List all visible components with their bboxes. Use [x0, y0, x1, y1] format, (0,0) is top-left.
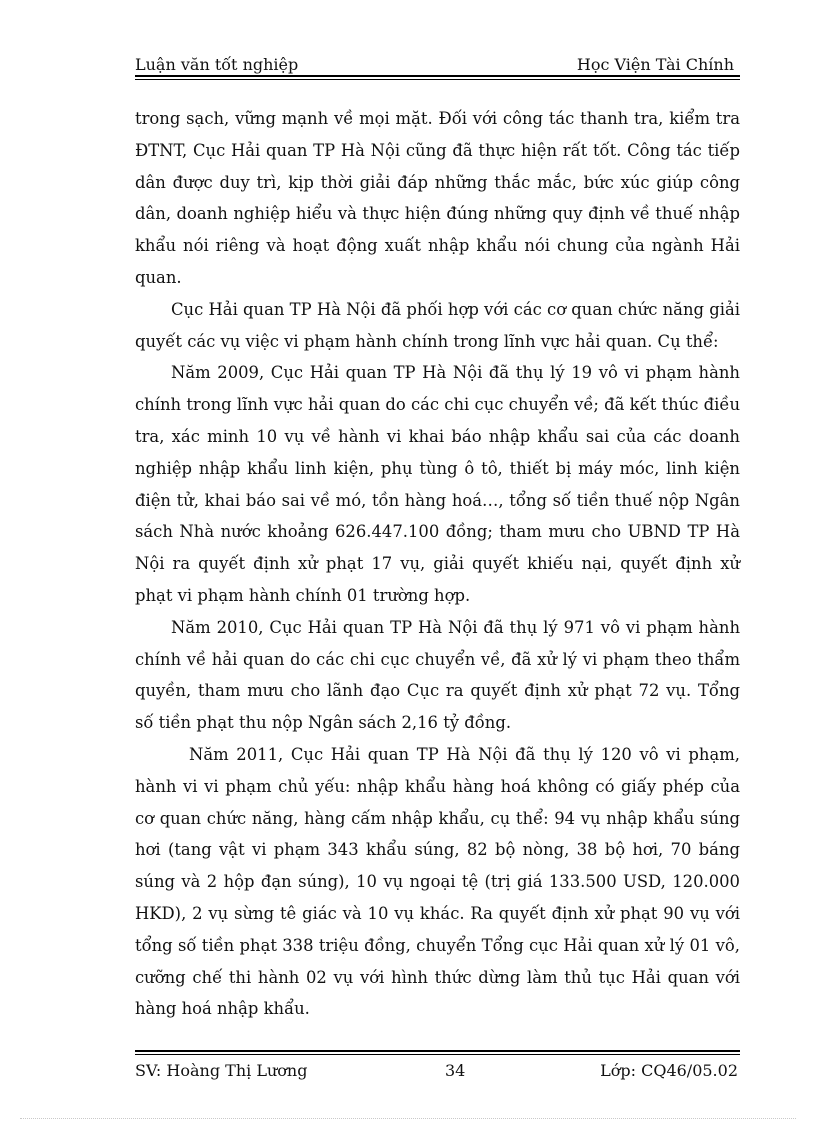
paragraph: Cục Hải quan TP Hà Nội đã phối hợp với các cơ quan chức năng giải quyết các vụ việc vi phạm hành chính trong lĩnh vực hải quan. Cụ thể: — [135, 299, 740, 351]
paragraph: Năm 2009, Cục Hải quan TP Hà Nội đã thụ lý 19 vô vi phạm hành chính trong lĩnh vực hải quan do các chi cục chuyển về; đã kết thúc điều tra, xác minh 10 vụ về hành vi khai báo nhập khẩu sai của các doanh nghiệp nhập khẩu linh kiện, phụ tùng ô tô, thiết bị máy móc, linh kiện điện tử, khai báo sai về mó, tồn hàng hoá…, tổng số tiền thuế nộp Ngân sách Nhà nước khoảng 626.447.100 đồng; tham mưu cho UBND TP Hà Nội ra quyết định xử phạt 17 vụ, giải quyết khiếu nại, quyết định xử phạt vi phạm hành chính 01 trường hợp. — [135, 363, 740, 605]
footer-class: Lớp: CQ46/05.02 — [600, 1061, 738, 1080]
page-header — [135, 53, 740, 77]
body-text — [135, 103, 740, 1025]
footer-rule-thin — [135, 1054, 740, 1055]
header-institution: Học Viện Tài Chính — [576, 55, 734, 74]
page-number: 34 — [445, 1061, 466, 1080]
header-rule-thin — [135, 79, 740, 80]
paragraph: Năm 2011, Cục Hải quan TP Hà Nội đã thụ lý 120 vô vi phạm, hành vi vi phạm chủ yếu: nhập khẩu hàng hoá không có giấy phép của cơ quan chức năng, hàng cấm nhập khẩu, cụ thể: 94 vụ nhập khẩu súng hơi (tang vật vi phạm 343 khẩu súng, 82 bộ nòng, 38 bộ hơi, 70 báng súng và 2 hộp đạn súng), 10 vụ ngoại tệ (trị giá 133.500 USD, 120.000 HKD), 2 vụ sừng tê giác và 10 vụ khác. Ra quyết định xử phạt 90 vụ với tổng số tiền phạt 338 triệu đồng, chuyển Tổng cục Hải quan xử lý 01 vô, cưỡng chế thi hành 02 vụ với hình thức dừng làm thủ tục Hải quan với hàng hoá nhập khẩu. — [135, 744, 740, 1019]
footer-student-name: SV: Hoàng Thị Lương — [135, 1061, 308, 1080]
footer-rule-thick — [135, 1050, 740, 1052]
paragraph: Năm 2010, Cục Hải quan TP Hà Nội đã thụ lý 971 vô vi phạm hành chính về hải quan do các chi cục chuyển về, đã xử lý vi phạm theo thẩm quyền, tham mưu cho lãnh đạo Cục ra quyết định xử phạt 72 vụ. Tổng số tiền phạt thu nộp Ngân sách 2,16 tỷ đồng. — [135, 617, 740, 733]
header-thesis-title: Luận văn tốt nghiệp — [135, 55, 299, 74]
header-rule-thick — [135, 75, 740, 77]
page-footer — [135, 1050, 740, 1090]
page-edge-divider — [20, 1118, 796, 1119]
paragraph: trong sạch, vững mạnh về mọi mặt. Đối với công tác thanh tra, kiểm tra ĐTNT, Cục Hải quan TP Hà Nội cũng đã thực hiện rất tốt. Công tác tiếp dân được duy trì, kịp thời giải đáp những thắc mắc, bức xúc giúp công dân, doanh nghiệp hiểu và thực hiện đúng những quy định về thuế nhập khẩu nói riêng và hoạt động xuất nhập khẩu nói chung của ngành Hải quan. — [135, 109, 740, 287]
